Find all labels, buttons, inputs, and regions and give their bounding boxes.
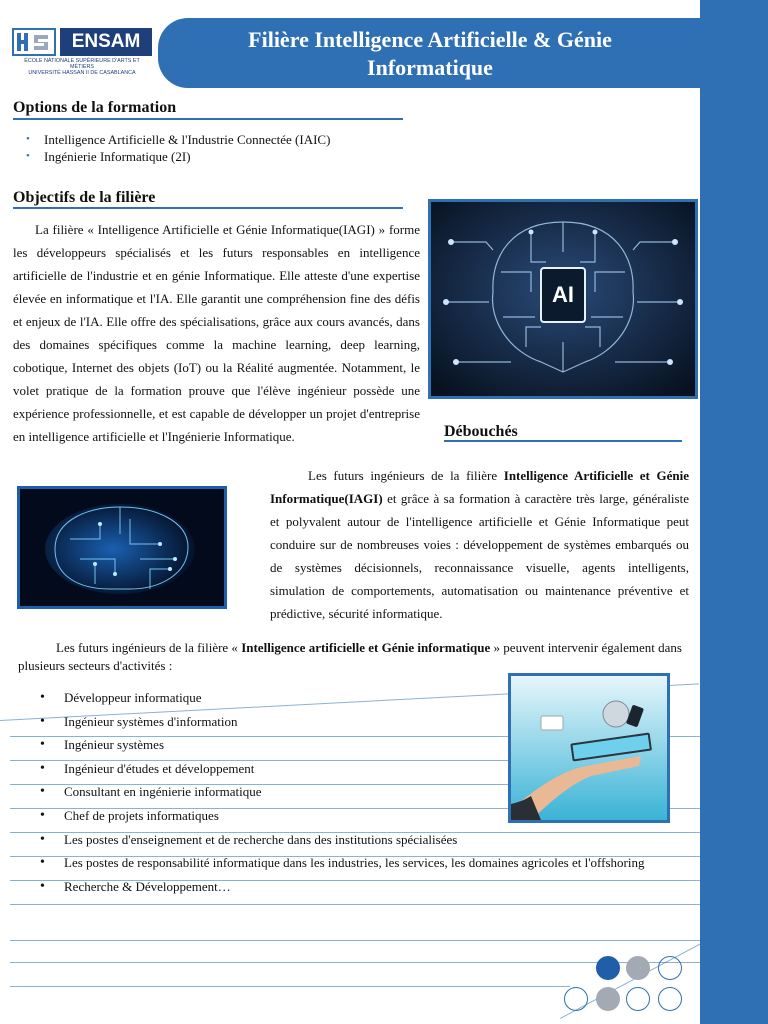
- debouches-title-underline: [444, 440, 682, 442]
- logo-subtitle: [12, 58, 152, 76]
- objectifs-title-underline: [13, 207, 403, 209]
- logo-subtitle-line-1: ÉCOLE NATIONALE SUPÉRIEURE D'ARTS ET MÉTIERS: [24, 58, 140, 70]
- list-item: • Ingénierie Informatique (2I): [26, 148, 330, 165]
- list-item: • Ingénieur systèmes d'information: [40, 710, 660, 734]
- title-line-1: Filière Intelligence Artificielle & Génie: [248, 27, 612, 52]
- circle-filled-blue-icon: [596, 956, 620, 980]
- logo-subtitle-line-2: UNIVERSITÉ HASSAN II DE CASABLANCA: [28, 70, 136, 76]
- circle-outline-icon: [564, 987, 588, 1011]
- secteurs-intro: Les futurs ingénieurs de la filière «: [56, 640, 242, 655]
- debouches-title: Débouchés: [444, 423, 518, 440]
- title-line-2: Informatique: [367, 55, 493, 80]
- debouches-rest: et grâce à sa formation à caractère très large, généraliste et polyvalent autour de l'intelligence artificielle et Génie Informatique peut conduire sur de nombreuses voies : développement de systèmes embarqués ou de systèmes décisionnels, reconnaissance visuelle, agents intelligents, simulation de comportements, automatisation ou maintenance préventive et prédictive, sécurité informatique.: [270, 491, 689, 621]
- blue-brain-image: [17, 486, 227, 609]
- ensam-logo: [12, 26, 152, 76]
- list-item: • Les postes de responsabilité informatique dans les industries, les services, les domaines agricoles et l'offshoring: [40, 851, 660, 875]
- objectifs-title: Objectifs de la filière: [13, 189, 156, 206]
- secteurs-rest: » peuvent intervenir également dans plusieurs secteurs d'activités :: [18, 640, 682, 673]
- options-title: Options de la formation: [13, 99, 177, 116]
- jobs-list: [40, 686, 660, 898]
- list-item: • Chef de projets informatiques: [40, 804, 660, 828]
- options-title-underline: [13, 118, 403, 120]
- circle-outline-icon: [658, 956, 682, 980]
- page-title: [175, 26, 685, 82]
- circle-outline-icon: [658, 987, 682, 1011]
- list-item: • Les postes d'enseignement et de recherche dans des institutions spécialisées: [40, 828, 660, 852]
- ai-circuit-image: [428, 199, 698, 399]
- list-item: • Recherche & Développement…: [40, 875, 660, 899]
- list-item: • Développeur informatique: [40, 686, 660, 710]
- debouches-bold-name: Intelligence Artificielle et Génie Informatique(IAGI): [270, 468, 690, 506]
- logo-mark-icon: [12, 28, 56, 56]
- list-item: • Consultant en ingénierie informatique: [40, 780, 660, 804]
- objectifs-paragraph: La filière « Intelligence Artificielle et Génie Informatique(IAGI) » forme les développeurs spécialisés et les futurs responsables en intelligence artificielle de l'industrie et en génie Informatique. Elle atteste d'une expertise élevée en informatique et l'IA. Elle garantit une compréhension fine des défis et enjeux de l'IA. Elle offre des spécialisations, grâce aux cours avancés, dans des domaines spécifiques comme la machine learning, deep learning, cobotique, Internet des objets (IoT) ou la Réalité augmentée. Notamment, le volet pratique de la formation prouve que l'élève ingénieur possède une expérience professionnelle, et est capable de développer un projet d'entreprise en intelligence artificielle et l'Ingénierie Informatique.: [13, 222, 420, 444]
- list-item: • Intelligence Artificielle & l'Industrie Connectée (IAIC): [26, 131, 330, 148]
- debouches-intro: Les futurs ingénieurs de la filière: [308, 468, 504, 483]
- list-item: • Ingénieur d'études et développement: [40, 757, 660, 781]
- secteurs-bold-name: Intelligence artificielle et Génie informatique: [241, 640, 491, 655]
- right-sidebar-bar: [700, 0, 768, 1024]
- circle-filled-grey-icon: [596, 987, 620, 1011]
- list-item: • Ingénieur systèmes: [40, 733, 660, 757]
- options-list: [26, 131, 330, 165]
- secteurs-intro-paragraph: [18, 639, 688, 675]
- circle-outline-icon: [626, 987, 650, 1011]
- circle-filled-grey-icon: [626, 956, 650, 980]
- logo-ensam-text: ENSAM: [60, 28, 152, 56]
- ai-badge-text: AI: [552, 282, 574, 307]
- debouches-paragraph: [270, 464, 689, 625]
